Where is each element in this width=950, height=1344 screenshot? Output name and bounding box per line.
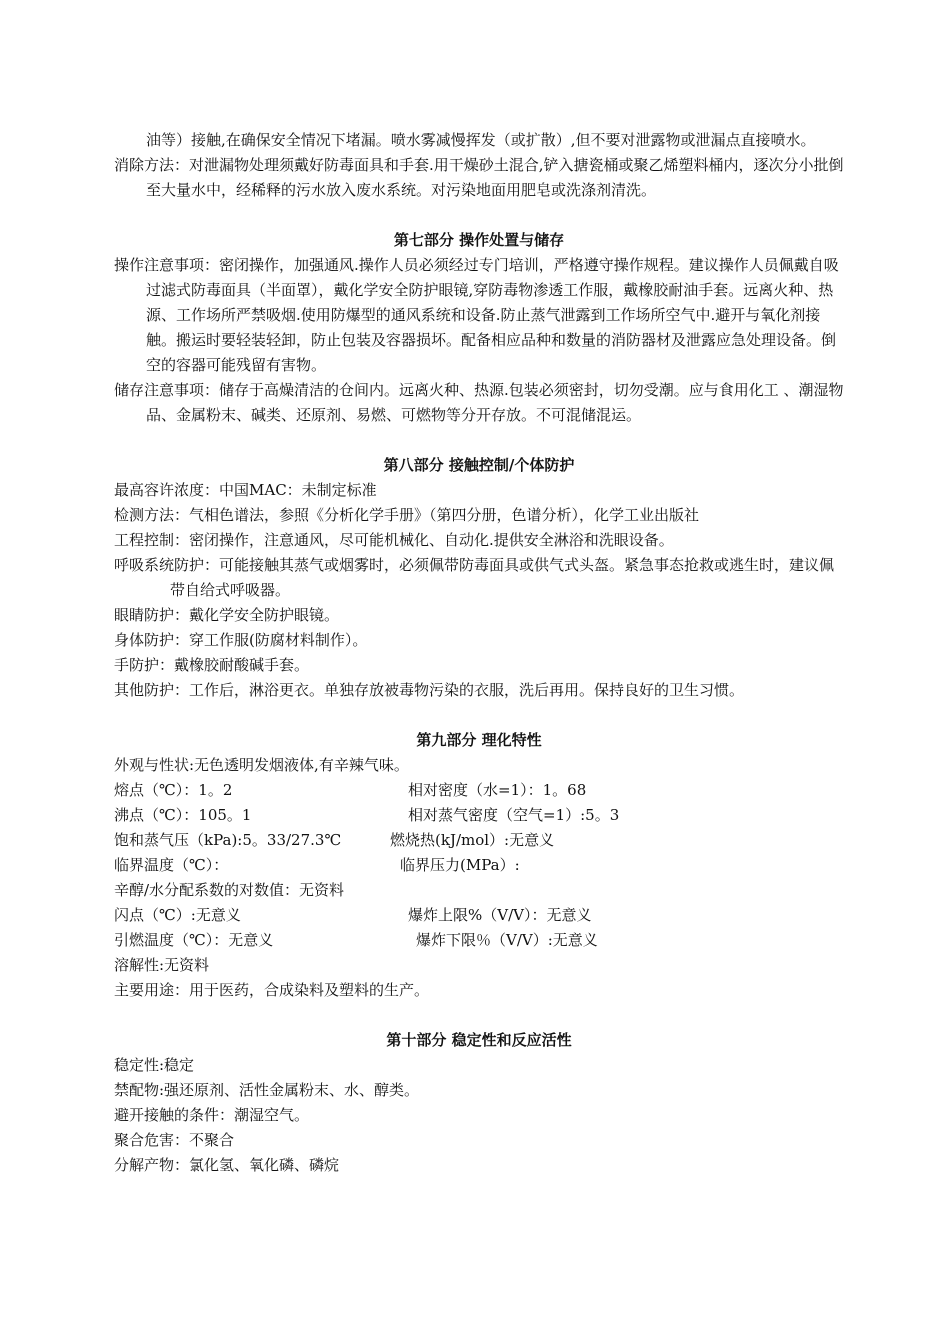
max-concentration: 最高容许浓度：中国MAC：未制定标准 — [114, 481, 377, 499]
storage-precautions: 储存注意事项：储存于高燥清洁的仓间内。远离火种、热源.包装必须密封，切勿受潮。应与食用化工 、潮湿物品、金属粉末、碱类、还原剂、易燃、可燃物等分开存放。不可混储混运。 — [114, 381, 844, 424]
upper-explosion-limit: 爆炸上限%（V/V）：无意义 — [408, 906, 592, 924]
incompatible-materials: 禁配物:强还原剂、活性金属粉末、水、醇类。 — [114, 1081, 420, 1099]
combustion-heat: 燃烧热(kJ/mol）:无意义 — [390, 831, 555, 849]
property-row — [114, 853, 844, 878]
section-9-title: 第九部分 理化特性 — [416, 731, 542, 749]
stability: 稳定性:稳定 — [114, 1056, 195, 1074]
property-row — [114, 903, 844, 928]
section-8-title: 第八部分 接触控制/个体防护 — [383, 456, 575, 474]
critical-pressure: 临界压力(MPa）: — [400, 856, 520, 874]
property-row — [114, 928, 844, 953]
appearance: 外观与性状:无色透明发烟液体,有辛辣气味。 — [114, 756, 409, 774]
critical-temperature: 临界温度（℃）： — [114, 856, 229, 874]
vapor-pressure: 饱和蒸气压（kPa):5。33/27.3℃ — [114, 831, 342, 849]
flash-point: 闪点（℃）:无意义 — [114, 906, 241, 924]
disposal-method: 消除方法：对泄漏物处理须戴好防毒面具和手套.用干燥砂土混合,铲入搪瓷桶或聚乙烯塑料桶内，逐次分小批倒至大量水中，经稀释的污水放入废水系统。对污染地面用肥皂或洗涤剂清洗。 — [114, 156, 844, 199]
vapor-density: 相对蒸气密度（空气=1）:5。3 — [408, 806, 620, 824]
handling-precautions: 操作注意事项：密闭操作，加强通风.操作人员必须经过专门培训，严格遵守操作规程。建议操作人员佩戴自吸过滤式防毒面具（半面罩），戴化学安全防护眼镜,穿防毒物渗透工作服，戴橡胶耐油手套。远离火种、热源、工作场所严禁吸烟.使用防爆型的通风系统和设备.防止蒸气泄露到工作场所空气中.避开与氧化剂接触。搬运时要轻装轻卸，防止包装及容器损坏。配备相应品种和数量的消防器材及泄露应急处理设备。倒空的容器可能残留有害物。 — [114, 256, 839, 374]
boiling-point: 沸点（℃）：105。1 — [114, 806, 252, 824]
eye-protection: 眼睛防护：戴化学安全防护眼镜。 — [114, 606, 340, 624]
hand-protection: 手防护：戴橡胶耐酸碱手套。 — [114, 656, 310, 674]
decomposition-products: 分解产物：氯化氢、氧化磷、磷烷 — [114, 1156, 340, 1174]
melting-point: 熔点（℃）：1。2 — [114, 781, 233, 799]
document-page — [114, 128, 844, 1178]
solubility: 溶解性:无资料 — [114, 956, 210, 974]
other-protection: 其他防护：工作后，淋浴更衣。单独存放被毒物污染的衣服，洗后再用。保持良好的卫生习惯。 — [114, 681, 745, 699]
property-row — [114, 778, 844, 803]
respiratory-protection: 呼吸系统防护：可能接触其蒸气或烟雾时，必须佩带防毒面具或供气式头盔。紧急事态抢救或逃生时，建议佩带自给式呼吸器。 — [114, 556, 835, 599]
relative-density: 相对密度（水=1）：1。68 — [408, 781, 587, 799]
section-7-title: 第七部分 操作处置与储存 — [393, 231, 565, 249]
property-row — [114, 803, 844, 828]
main-use: 主要用途：用于医药，合成染料及塑料的生产。 — [114, 981, 430, 999]
property-row — [114, 828, 844, 853]
lower-explosion-limit: 爆炸下限％（V/V）:无意义 — [416, 931, 598, 949]
partition-coefficient: 辛醇/水分配系数的对数值：无资料 — [114, 881, 345, 899]
detection-method: 检测方法：气相色谱法，参照《分析化学手册》（第四分册，色谱分析），化学工业出版社 — [114, 506, 700, 524]
conditions-to-avoid: 避开接触的条件：潮湿空气。 — [114, 1106, 310, 1124]
engineering-control: 工程控制：密闭操作，注意通风，尽可能机械化、自动化.提供安全淋浴和洗眼设备。 — [114, 531, 674, 549]
section-10-title: 第十部分 稳定性和反应活性 — [386, 1031, 572, 1049]
body-protection: 身体防护：穿工作服(防腐材料制作）。 — [114, 631, 368, 649]
ignition-temperature: 引燃温度（℃）：无意义 — [114, 931, 274, 949]
polymerization-hazard: 聚合危害：不聚合 — [114, 1131, 235, 1149]
leak-continuation: 油等）接触,在确保安全情况下堵漏。喷水雾减慢挥发（或扩散）,但不要对泄露物或泄漏点直接喷水。 — [146, 131, 816, 149]
